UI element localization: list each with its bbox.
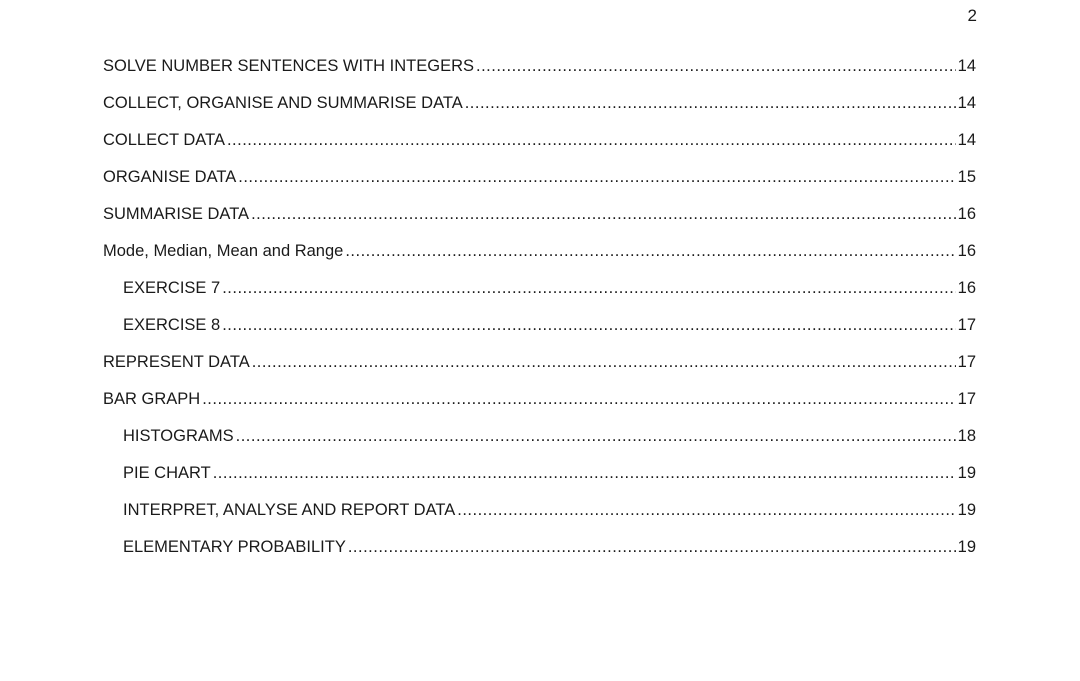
toc-entry[interactable] — [103, 128, 976, 165]
toc-entry-title: ORGANISE DATA — [103, 168, 237, 186]
toc-dot-leader — [202, 387, 955, 411]
toc-dot-leader — [457, 498, 955, 522]
toc-entry[interactable] — [103, 202, 976, 239]
toc-entry[interactable] — [103, 54, 976, 91]
toc-entry[interactable] — [103, 387, 976, 424]
toc-entry-title: REPRESENT DATA — [103, 353, 250, 371]
toc-entry[interactable] — [103, 276, 976, 313]
toc-entry-page: 16 — [957, 279, 976, 297]
toc-entry-page: 16 — [957, 242, 976, 260]
toc-entry-page: 19 — [957, 501, 976, 519]
toc-entry-page: 19 — [957, 464, 976, 482]
toc-dot-leader — [236, 424, 956, 448]
toc-entry-page: 17 — [957, 390, 976, 408]
toc-entry-page: 17 — [957, 353, 976, 371]
toc-entry-title: SOLVE NUMBER SENTENCES WITH INTEGERS — [103, 57, 474, 75]
table-of-contents — [103, 54, 976, 572]
toc-dot-leader — [252, 350, 956, 374]
toc-entry-title: HISTOGRAMS — [123, 427, 234, 445]
toc-entry-title: EXERCISE 7 — [123, 279, 221, 297]
toc-dot-leader — [476, 54, 956, 78]
toc-dot-leader — [348, 535, 956, 559]
toc-entry[interactable] — [103, 461, 976, 498]
toc-entry-page: 17 — [957, 316, 976, 334]
toc-entry-page: 18 — [957, 427, 976, 445]
toc-entry-page: 14 — [957, 57, 976, 75]
toc-entry-page: 14 — [957, 131, 976, 149]
toc-entry[interactable] — [103, 535, 976, 572]
toc-entry-title: COLLECT, ORGANISE AND SUMMARISE DATA — [103, 94, 463, 112]
toc-entry[interactable] — [103, 350, 976, 387]
toc-dot-leader — [238, 165, 955, 189]
toc-dot-leader — [465, 91, 956, 115]
toc-entry-title: Mode, Median, Mean and Range — [103, 242, 344, 260]
toc-entry[interactable] — [103, 165, 976, 202]
toc-entry-title: PIE CHART — [123, 464, 211, 482]
toc-dot-leader — [213, 461, 956, 485]
toc-entry[interactable] — [103, 498, 976, 535]
toc-entry[interactable] — [103, 313, 976, 350]
toc-dot-leader — [227, 128, 956, 152]
toc-entry-title: EXERCISE 8 — [123, 316, 221, 334]
toc-entry-page: 14 — [957, 94, 976, 112]
toc-entry-title: BAR GRAPH — [103, 390, 201, 408]
toc-entry[interactable] — [103, 424, 976, 461]
toc-entry-title: ELEMENTARY PROBABILITY — [123, 538, 346, 556]
toc-dot-leader — [222, 276, 955, 300]
toc-entry[interactable] — [103, 239, 976, 276]
toc-entry-page: 16 — [957, 205, 976, 223]
page-number: 2 — [967, 6, 977, 25]
toc-entry-page: 15 — [957, 168, 976, 186]
toc-entry-title: SUMMARISE DATA — [103, 205, 250, 223]
toc-entry-page: 19 — [957, 538, 976, 556]
toc-entry-title: COLLECT DATA — [103, 131, 225, 149]
toc-dot-leader — [251, 202, 956, 226]
toc-entry-title: INTERPRET, ANALYSE AND REPORT DATA — [123, 501, 456, 519]
toc-entry[interactable] — [103, 91, 976, 128]
toc-dot-leader — [222, 313, 955, 337]
toc-dot-leader — [345, 239, 955, 263]
